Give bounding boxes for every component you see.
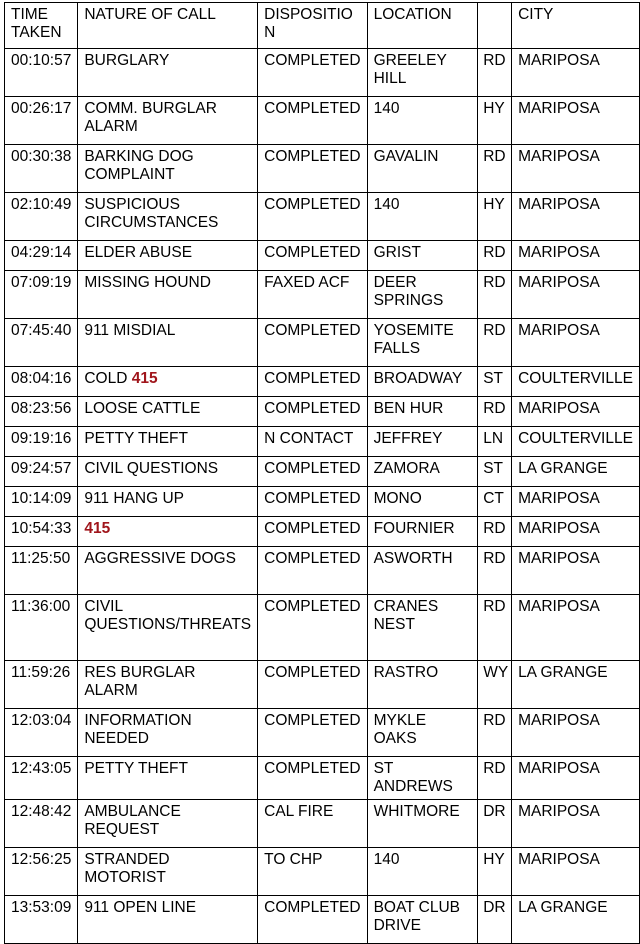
cell-city: LA GRANGE: [512, 661, 640, 709]
table-row: [5, 661, 640, 709]
cell-time: 13:53:09: [5, 896, 78, 944]
cell-street-type: LN: [478, 427, 512, 457]
nature-text: MISSING HOUND: [84, 274, 211, 291]
cell-nature: [78, 241, 258, 271]
cell-city: COULTERVILLE: [512, 427, 640, 457]
nature-text: LOOSE CATTLE: [84, 400, 201, 417]
nature-text: CIVIL QUESTIONS: [84, 460, 219, 477]
cell-location: MYKLE OAKS: [367, 709, 478, 757]
cell-time: 10:14:09: [5, 487, 78, 517]
header-location: LOCATION: [367, 3, 478, 49]
cell-disposition: COMPLETED: [258, 547, 367, 595]
table-row: [5, 517, 640, 547]
cell-nature: [78, 367, 258, 397]
table-row: [5, 595, 640, 661]
cell-time: 11:25:50: [5, 547, 78, 595]
nature-text: INFORMATION NEEDED: [84, 712, 192, 747]
cell-street-type: RD: [478, 271, 512, 319]
penal-code-badge: 415: [84, 520, 111, 537]
cell-street-type: HY: [478, 193, 512, 241]
cell-street-type: ST: [478, 367, 512, 397]
nature-text: COMM. BURGLAR ALARM: [84, 100, 217, 135]
cell-disposition: COMPLETED: [258, 367, 367, 397]
cell-street-type: RD: [478, 517, 512, 547]
cell-nature: [78, 49, 258, 97]
cell-location: 140: [367, 848, 478, 896]
cell-disposition: COMPLETED: [258, 595, 367, 661]
nature-text: RES BURGLAR ALARM: [84, 664, 196, 699]
cell-street-type: WY: [478, 661, 512, 709]
cell-time: 12:03:04: [5, 709, 78, 757]
cell-city: MARIPOSA: [512, 271, 640, 319]
nature-text: CIVIL QUESTIONS/THREATS: [84, 598, 252, 633]
nature-text: 911 MISDIAL: [84, 322, 176, 339]
cell-city: MARIPOSA: [512, 49, 640, 97]
cell-city: MARIPOSA: [512, 241, 640, 271]
cell-location: BOAT CLUB DRIVE: [367, 896, 478, 944]
cell-city: MARIPOSA: [512, 97, 640, 145]
cell-time: 00:10:57: [5, 49, 78, 97]
cell-time: 04:29:14: [5, 241, 78, 271]
cell-time: 02:10:49: [5, 193, 78, 241]
cell-street-type: RD: [478, 241, 512, 271]
cell-location: GAVALIN: [367, 145, 478, 193]
table-row: [5, 193, 640, 241]
cell-disposition: COMPLETED: [258, 49, 367, 97]
cell-location: 140: [367, 97, 478, 145]
cell-nature: [78, 709, 258, 757]
cell-street-type: ST: [478, 457, 512, 487]
nature-text: COLD: [84, 370, 132, 387]
cell-street-type: RD: [478, 49, 512, 97]
cell-nature: [78, 547, 258, 595]
header-time: TIME TAKEN: [5, 3, 78, 49]
cell-street-type: DR: [478, 800, 512, 848]
cell-time: 08:04:16: [5, 367, 78, 397]
cell-city: MARIPOSA: [512, 517, 640, 547]
cell-disposition: COMPLETED: [258, 397, 367, 427]
cell-street-type: RD: [478, 757, 512, 800]
cell-time: 09:19:16: [5, 427, 78, 457]
cell-time: 08:23:56: [5, 397, 78, 427]
cell-city: MARIPOSA: [512, 193, 640, 241]
nature-text: 911 OPEN LINE: [84, 899, 197, 916]
cell-nature: [78, 800, 258, 848]
table-row: [5, 848, 640, 896]
cell-location: DEER SPRINGS: [367, 271, 478, 319]
cell-disposition: N CONTACT: [258, 427, 367, 457]
cell-disposition: COMPLETED: [258, 97, 367, 145]
cell-street-type: RD: [478, 709, 512, 757]
table-row: [5, 241, 640, 271]
cell-time: 07:09:19: [5, 271, 78, 319]
cell-time: 12:43:05: [5, 757, 78, 800]
cell-location: ASWORTH: [367, 547, 478, 595]
table-row: [5, 896, 640, 944]
nature-text: AGGRESSIVE DOGS: [84, 550, 236, 567]
cell-city: MARIPOSA: [512, 848, 640, 896]
cell-city: MARIPOSA: [512, 547, 640, 595]
cell-disposition: CAL FIRE: [258, 800, 367, 848]
cell-nature: [78, 896, 258, 944]
penal-code-badge: 415: [131, 370, 158, 387]
cell-disposition: COMPLETED: [258, 241, 367, 271]
cell-nature: [78, 517, 258, 547]
nature-text: STRANDED MOTORIST: [84, 851, 170, 886]
header-city: CITY: [512, 3, 640, 49]
cell-time: 11:59:26: [5, 661, 78, 709]
nature-text: ELDER ABUSE: [84, 244, 193, 261]
cell-street-type: RD: [478, 145, 512, 193]
cell-location: BROADWAY: [367, 367, 478, 397]
cell-disposition: COMPLETED: [258, 193, 367, 241]
cell-disposition: COMPLETED: [258, 517, 367, 547]
cell-nature: [78, 271, 258, 319]
cell-location: JEFFREY: [367, 427, 478, 457]
cell-nature: [78, 193, 258, 241]
table-row: [5, 271, 640, 319]
cell-street-type: CT: [478, 487, 512, 517]
cell-street-type: RD: [478, 397, 512, 427]
nature-text: PETTY THEFT: [84, 430, 188, 447]
cell-nature: [78, 145, 258, 193]
cell-disposition: COMPLETED: [258, 709, 367, 757]
cell-location: FOURNIER: [367, 517, 478, 547]
cell-time: 07:45:40: [5, 319, 78, 367]
cell-time: 12:48:42: [5, 800, 78, 848]
cell-street-type: DR: [478, 896, 512, 944]
table-row: [5, 97, 640, 145]
cell-nature: [78, 427, 258, 457]
cell-disposition: COMPLETED: [258, 757, 367, 800]
table-row: [5, 49, 640, 97]
cell-location: YOSEMITE FALLS: [367, 319, 478, 367]
cell-nature: [78, 457, 258, 487]
table-row: [5, 757, 640, 800]
cell-disposition: TO CHP: [258, 848, 367, 896]
cell-disposition: COMPLETED: [258, 487, 367, 517]
table-row: [5, 427, 640, 457]
cell-nature: [78, 595, 258, 661]
cell-nature: [78, 757, 258, 800]
cell-nature: [78, 661, 258, 709]
table-row: [5, 457, 640, 487]
cell-street-type: RD: [478, 547, 512, 595]
cell-nature: [78, 848, 258, 896]
table-row: [5, 709, 640, 757]
cell-disposition: COMPLETED: [258, 319, 367, 367]
cell-location: MONO: [367, 487, 478, 517]
cell-time: 11:36:00: [5, 595, 78, 661]
header-disposition: DISPOSITIO N: [258, 3, 367, 49]
cell-nature: [78, 97, 258, 145]
cell-time: 00:30:38: [5, 145, 78, 193]
header-row: [5, 3, 640, 49]
cell-city: MARIPOSA: [512, 800, 640, 848]
cell-location: RASTRO: [367, 661, 478, 709]
cell-disposition: FAXED ACF: [258, 271, 367, 319]
cell-disposition: COMPLETED: [258, 896, 367, 944]
nature-text: PETTY THEFT: [84, 760, 188, 777]
cell-location: CRANES NEST: [367, 595, 478, 661]
cell-location: GREELEY HILL: [367, 49, 478, 97]
cell-city: MARIPOSA: [512, 397, 640, 427]
cell-street-type: RD: [478, 595, 512, 661]
table-row: [5, 145, 640, 193]
cell-disposition: COMPLETED: [258, 661, 367, 709]
cell-disposition: COMPLETED: [258, 457, 367, 487]
table-row: [5, 367, 640, 397]
cell-street-type: HY: [478, 848, 512, 896]
cell-location: 140: [367, 193, 478, 241]
nature-text: 911 HANG UP: [84, 490, 184, 507]
cell-location: ZAMORA: [367, 457, 478, 487]
cell-time: 00:26:17: [5, 97, 78, 145]
call-log-table: [4, 2, 640, 944]
cell-city: MARIPOSA: [512, 487, 640, 517]
cell-time: 12:56:25: [5, 848, 78, 896]
table-row: [5, 800, 640, 848]
cell-nature: [78, 397, 258, 427]
cell-location: ST ANDREWS: [367, 757, 478, 800]
nature-text: AMBULANCE REQUEST: [84, 803, 181, 838]
header-street-type: [478, 3, 512, 49]
cell-disposition: COMPLETED: [258, 145, 367, 193]
table-row: [5, 397, 640, 427]
cell-city: MARIPOSA: [512, 709, 640, 757]
cell-location: BEN HUR: [367, 397, 478, 427]
cell-city: LA GRANGE: [512, 457, 640, 487]
cell-city: MARIPOSA: [512, 145, 640, 193]
cell-nature: [78, 487, 258, 517]
table-row: [5, 547, 640, 595]
table-row: [5, 319, 640, 367]
cell-city: LA GRANGE: [512, 896, 640, 944]
cell-city: MARIPOSA: [512, 595, 640, 661]
cell-time: 09:24:57: [5, 457, 78, 487]
cell-location: GRIST: [367, 241, 478, 271]
cell-street-type: HY: [478, 97, 512, 145]
nature-text: SUSPICIOUS CIRCUMSTANCES: [84, 196, 219, 231]
nature-text: BURGLARY: [84, 52, 170, 69]
cell-city: MARIPOSA: [512, 319, 640, 367]
cell-time: 10:54:33: [5, 517, 78, 547]
cell-city: MARIPOSA: [512, 757, 640, 800]
cell-nature: [78, 319, 258, 367]
table-row: [5, 487, 640, 517]
cell-street-type: RD: [478, 319, 512, 367]
header-nature: NATURE OF CALL: [78, 3, 258, 49]
nature-text: BARKING DOG COMPLAINT: [84, 148, 194, 183]
cell-city: COULTERVILLE: [512, 367, 640, 397]
cell-location: WHITMORE: [367, 800, 478, 848]
